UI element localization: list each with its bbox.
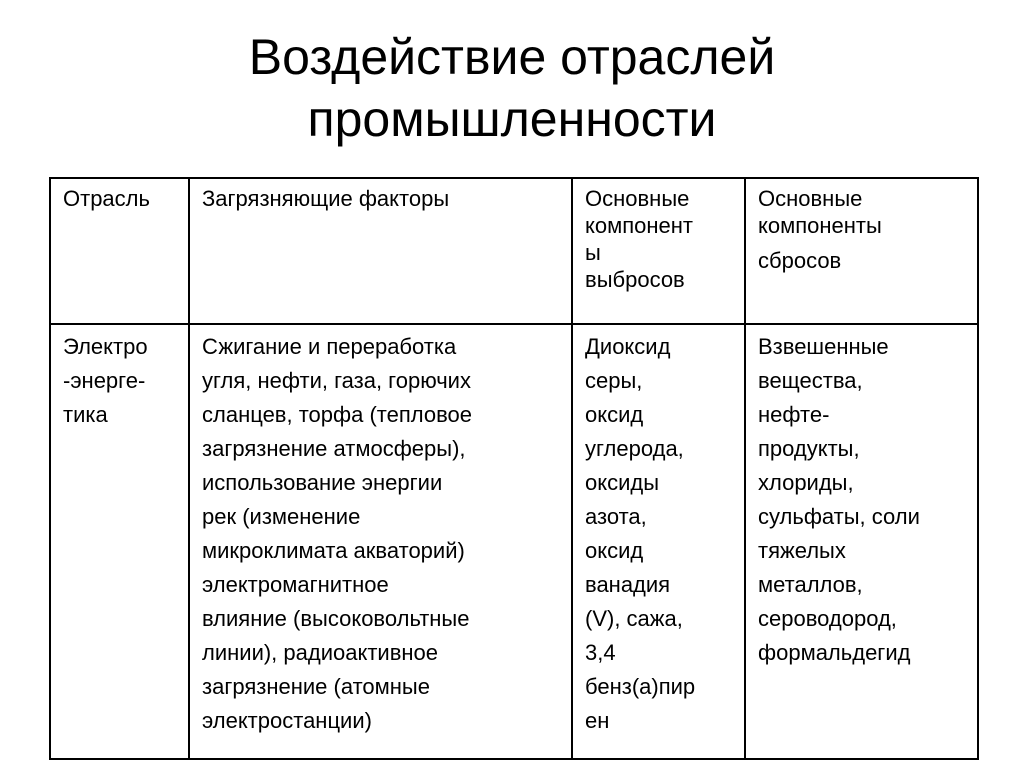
factors-line: сланцев, торфа (тепловое	[202, 402, 473, 427]
factors-line: загрязнение атмосферы),	[202, 436, 466, 461]
table-row	[50, 324, 978, 759]
discharges-line: металлов,	[758, 572, 863, 597]
header-emissions-line: ы	[585, 240, 601, 265]
discharges-line: вещества,	[758, 368, 863, 393]
discharges-line: сероводород,	[758, 606, 897, 631]
factors-line: линии), радиоактивное	[202, 640, 439, 665]
emissions-line: (V), сажа,	[585, 606, 683, 631]
header-factors-line: Загрязняющие факторы	[202, 186, 450, 211]
factors-line: использование энергии	[202, 470, 443, 495]
header-emissions-line: выбросов	[585, 267, 685, 292]
discharges-line: тяжелых	[758, 538, 846, 563]
header-discharges-line: компоненты	[758, 213, 882, 238]
industry-line: -энерге-	[63, 368, 146, 393]
header-pollution-factors	[189, 178, 572, 324]
factors-line: загрязнение (атомные	[202, 674, 430, 699]
header-discharges-line: сбросов	[758, 248, 842, 273]
emissions-line: 3,4	[585, 640, 616, 665]
discharges-line: сульфаты, соли	[758, 504, 920, 529]
emissions-line: Диоксид	[585, 334, 671, 359]
discharges-line: нефте-	[758, 402, 830, 427]
discharges-line: формальдегид	[758, 640, 911, 665]
factors-line: угля, нефти, газа, горючих	[202, 368, 471, 393]
slide-title-line-1: Воздействие отраслей	[248, 29, 776, 85]
header-discharges-line: Основные	[758, 186, 863, 211]
emissions-line: оксид	[585, 402, 644, 427]
emissions-line: ванадия	[585, 572, 671, 597]
discharges-line: хлориды,	[758, 470, 854, 495]
emissions-line: оксиды	[585, 470, 660, 495]
emissions-line: ен	[585, 708, 610, 733]
factors-line: влияние (высоковольтные	[202, 606, 470, 631]
factors-line: микроклимата акваторий)	[202, 538, 465, 563]
industry-impact-table	[49, 177, 979, 760]
cell-pollution-factors	[189, 324, 572, 759]
emissions-line: серы,	[585, 368, 643, 393]
header-emissions-line: компонент	[585, 213, 693, 238]
emissions-line: углерода,	[585, 436, 684, 461]
cell-emission-components	[572, 324, 745, 759]
header-emissions-line: Основные	[585, 186, 690, 211]
emissions-line: оксид	[585, 538, 644, 563]
industry-line: тика	[63, 402, 108, 427]
factors-line: электромагнитное	[202, 572, 389, 597]
header-emission-components	[572, 178, 745, 324]
cell-industry	[50, 324, 189, 759]
table-header-row	[50, 178, 978, 324]
header-industry	[50, 178, 189, 324]
factors-line: Сжигание и переработка	[202, 334, 457, 359]
industry-line: Электро	[63, 334, 148, 359]
slide-title	[0, 26, 1024, 150]
header-discharge-components	[745, 178, 978, 324]
slide-title-line-2: промышленности	[307, 91, 717, 147]
discharges-line: продукты,	[758, 436, 860, 461]
header-industry-line: Отрасль	[63, 186, 150, 211]
discharges-line: Взвешенные	[758, 334, 889, 359]
factors-line: рек (изменение	[202, 504, 361, 529]
emissions-line: бенз(а)пир	[585, 674, 696, 699]
cell-discharge-components	[745, 324, 978, 759]
emissions-line: азота,	[585, 504, 647, 529]
factors-line: электростанции)	[202, 708, 372, 733]
